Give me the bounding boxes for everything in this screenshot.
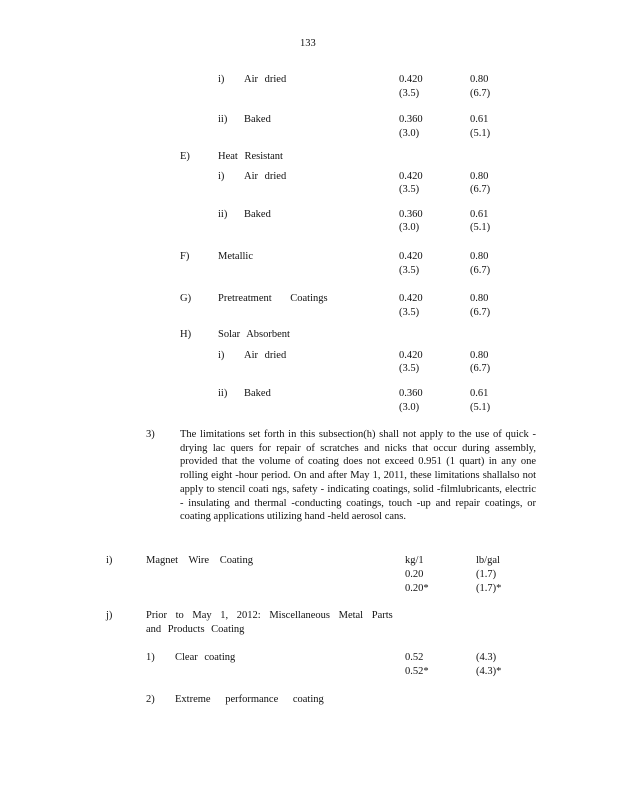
value-lb: 0.80 — [470, 74, 489, 85]
subitem-number: ii) — [218, 209, 228, 220]
value-kg-alt: (3.0) — [399, 128, 420, 139]
value-kg: 0.360 — [399, 388, 423, 399]
value-kg-alt: (3.5) — [399, 363, 420, 374]
value-lb-alt: (5.1) — [470, 128, 491, 139]
section-title: Pretreatment Coatings — [218, 293, 328, 304]
value-lb: 0.80 — [470, 350, 489, 361]
value-kg-alt: (3.0) — [399, 402, 420, 413]
subitem-number: i) — [218, 171, 225, 182]
value-kg-alt: (3.5) — [399, 184, 420, 195]
value-lb: (4.3) — [476, 652, 497, 663]
value-lb-alt: (4.3)* — [476, 666, 502, 677]
value-lb: 0.61 — [470, 114, 489, 125]
section-letter: H) — [180, 329, 192, 340]
subitem-number: i) — [218, 350, 225, 361]
value-lb: 0.61 — [470, 209, 489, 220]
section-title: Metallic — [218, 251, 253, 262]
section-title-line2: and Products Coating — [146, 624, 245, 635]
subitem-label: Baked — [244, 114, 271, 125]
value-kg: 0.52 — [405, 652, 424, 663]
section-letter: E) — [180, 151, 190, 162]
value-lb: (1.7) — [476, 569, 497, 580]
value-kg: 0.20 — [405, 569, 424, 580]
value-kg: 0.420 — [399, 350, 423, 361]
value-kg: 0.420 — [399, 74, 423, 85]
value-lb-alt: (1.7)* — [476, 583, 502, 594]
value-kg: 0.360 — [399, 209, 423, 220]
section-title: Heat Resistant — [218, 151, 283, 162]
value-lb: 0.80 — [470, 251, 489, 262]
value-kg-alt: 0.52* — [405, 666, 429, 677]
value-kg: 0.420 — [399, 251, 423, 262]
value-lb-alt: (6.7) — [470, 88, 491, 99]
value-kg-alt: (3.0) — [399, 222, 420, 233]
subitem-number: i) — [218, 74, 225, 85]
value-kg-alt: 0.20* — [405, 583, 429, 594]
value-kg: 0.420 — [399, 171, 423, 182]
value-lb-alt: (6.7) — [470, 184, 491, 195]
value-kg-alt: (3.5) — [399, 88, 420, 99]
item-number: 1) — [146, 652, 155, 663]
subitem-label: Air dried — [244, 171, 287, 182]
value-kg: 0.420 — [399, 293, 423, 304]
subitem-label: Baked — [244, 388, 271, 399]
section-letter: i) — [106, 555, 113, 566]
value-kg-alt: (3.5) — [399, 307, 420, 318]
value-lb: 0.80 — [470, 171, 489, 182]
subitem-label: Air dried — [244, 74, 287, 85]
value-lb-alt: (6.7) — [470, 307, 491, 318]
value-kg-alt: (3.5) — [399, 265, 420, 276]
section-letter: F) — [180, 251, 190, 262]
paragraph-text: The limitations set forth in this subsection(h) shall not apply to the use of quick -drying lac quers for repair of scratches and nicks that occur during assembly, provided that the volume of coating does not exceed 0.951 (1 quart) in any one rolling eight -hour period. On and after May 1, 2011, these limitations shallalso not apply to stencil coati ngs, safety - indicating coatings, solid -filmlubricants, electric - insulating and thermal -conducting coatings, touch -up and repair coatings, or coating applications utilizing hand -held aerosol cans. — [180, 429, 536, 523]
item-label: Clear coating — [175, 652, 236, 663]
value-lb: 0.80 — [470, 293, 489, 304]
section-letter: j) — [106, 610, 113, 621]
value-lb: 0.61 — [470, 388, 489, 399]
subitem-label: Air dried — [244, 350, 287, 361]
page-number: 133 — [300, 38, 316, 49]
value-lb-alt: (6.7) — [470, 265, 491, 276]
subitem-label: Baked — [244, 209, 271, 220]
value-lb-alt: (5.1) — [470, 222, 491, 233]
section-letter: G) — [180, 293, 192, 304]
item-label: Extreme performance coating — [175, 694, 324, 705]
item-number: 2) — [146, 694, 155, 705]
unit-lb-per-gal: lb/gal — [476, 555, 500, 566]
section-title: Magnet Wire Coating — [146, 555, 253, 566]
unit-kg-per-l: kg/1 — [405, 555, 424, 566]
subitem-number: ii) — [218, 388, 228, 399]
value-kg: 0.360 — [399, 114, 423, 125]
subitem-number: ii) — [218, 114, 228, 125]
paragraph-number: 3) — [146, 429, 155, 440]
section-title-line1: Prior to May 1, 2012: Miscellaneous Metal Parts — [146, 610, 393, 621]
value-lb-alt: (6.7) — [470, 363, 491, 374]
section-title: Solar Absorbent — [218, 329, 290, 340]
value-lb-alt: (5.1) — [470, 402, 491, 413]
